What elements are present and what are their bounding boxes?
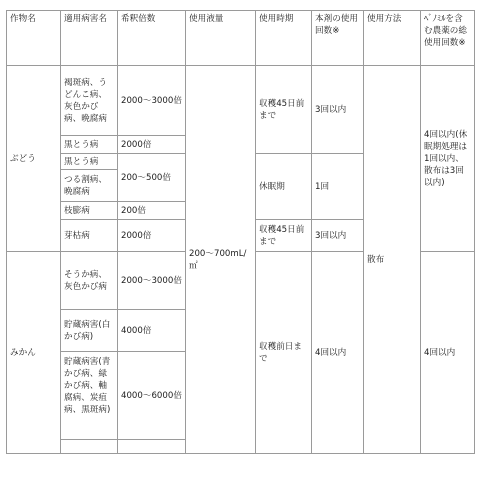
dilution-cell: 200倍 — [118, 202, 186, 220]
count-cell: 3回以内 — [312, 66, 364, 154]
table-row — [7, 66, 475, 136]
disease-cell: 褐斑病、うどんこ病、灰色かび病、晩腐病 — [61, 66, 118, 136]
method-cell: 散布 — [364, 66, 421, 454]
timing-cell: 収穫45日前まで — [256, 66, 312, 154]
dilution-cell: 2000～3000倍 — [118, 66, 186, 136]
disease-cell: 黒とう病 — [61, 154, 118, 170]
crop-grape: ぶどう — [7, 66, 61, 252]
header-disease: 適用病害名 — [61, 11, 118, 66]
header-count: 本剤の使用回数※ — [312, 11, 364, 66]
disease-cell: 枝膨病 — [61, 202, 118, 220]
count-cell: 3回以内 — [312, 220, 364, 252]
disease-cell: 貯蔵病害(白かび病) — [61, 310, 118, 352]
total-cell-grape: 4回以内(休眠期処理は1回以内、散布は3回以内) — [421, 66, 475, 252]
empty-cell — [61, 440, 118, 454]
disease-cell: 黒とう病 — [61, 136, 118, 154]
dilution-cell: 4000倍 — [118, 310, 186, 352]
volume-cell: 200～700mL/㎡ — [186, 66, 256, 454]
header-row — [7, 11, 475, 66]
dilution-cell: 2000～3000倍 — [118, 252, 186, 310]
header-crop: 作物名 — [7, 11, 61, 66]
pesticide-usage-table — [6, 10, 475, 454]
crop-mikan: みかん — [7, 252, 61, 454]
header-volume: 使用液量 — [186, 11, 256, 66]
empty-cell — [118, 440, 186, 454]
header-method: 使用方法 — [364, 11, 421, 66]
timing-cell: 収穫45日前まで — [256, 220, 312, 252]
dilution-cell: 200～500倍 — [118, 154, 186, 202]
dilution-cell: 2000倍 — [118, 136, 186, 154]
disease-cell: そうか病、灰色かび病 — [61, 252, 118, 310]
dilution-cell: 4000～6000倍 — [118, 352, 186, 440]
total-cell-mikan: 4回以内 — [421, 252, 475, 454]
disease-cell: つる割病、晩腐病 — [61, 170, 118, 202]
count-cell: 4回以内 — [312, 252, 364, 454]
header-timing: 使用時期 — [256, 11, 312, 66]
timing-cell: 収穫前日まで — [256, 252, 312, 454]
header-dilution: 希釈倍数 — [118, 11, 186, 66]
timing-cell: 休眠期 — [256, 154, 312, 220]
disease-cell: 芽枯病 — [61, 220, 118, 252]
disease-cell: 貯蔵病害(青かび病、緑かび病、軸腐病、炭疽病、黒斑病) — [61, 352, 118, 440]
count-cell: 1回 — [312, 154, 364, 220]
dilution-cell: 2000倍 — [118, 220, 186, 252]
header-total: ﾍﾞﾉﾐﾙを含む農薬の総使用回数※ — [421, 11, 475, 66]
